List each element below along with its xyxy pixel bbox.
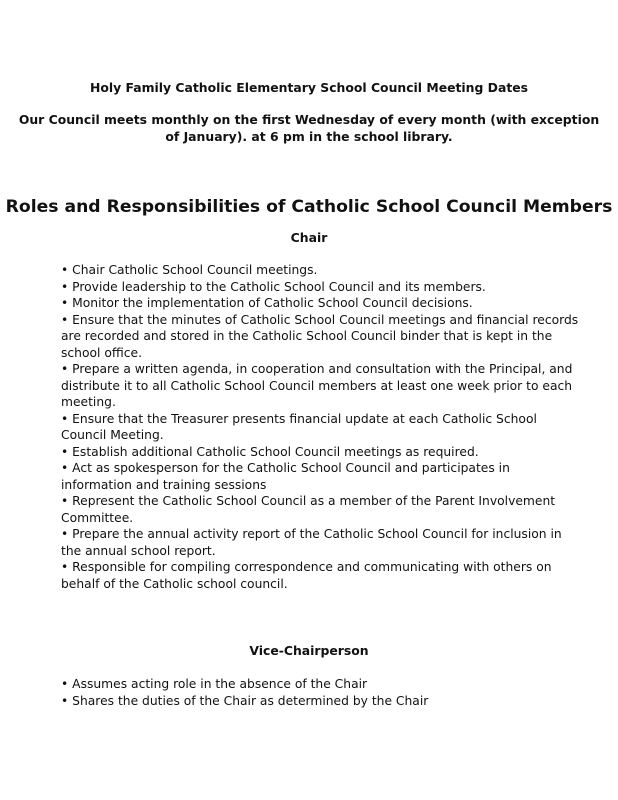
list-item <box>61 676 561 693</box>
chair-section-title: Chair <box>290 230 328 245</box>
chair-responsibilities-list <box>61 262 579 592</box>
list-item-line: the annual school report. <box>61 543 216 558</box>
list-item-line: • Chair Catholic School Council meetings. <box>61 263 318 277</box>
list-item-line: distribute it to all Catholic School Council members at least one week prior to each <box>61 378 573 393</box>
list-item-line: • Monitor the implementation of Catholic School Council decisions. <box>61 296 473 310</box>
roles-title: Roles and Responsibilities of Catholic School Council Members <box>5 197 613 217</box>
list-item-line: Committee. <box>61 510 134 525</box>
list-item <box>61 295 561 312</box>
list-item-line: behalf of the Catholic school council. <box>61 576 288 591</box>
schedule-line-2: of January). at 6 pm in the school library. <box>165 129 453 144</box>
list-item <box>61 312 579 362</box>
list-item <box>61 460 561 493</box>
list-item-line: • Ensure that the Treasurer presents financial update at each Catholic School <box>61 411 537 426</box>
list-item-line: • Represent the Catholic School Council as a member of the Parent Involvement <box>61 494 556 508</box>
list-item-line: are recorded and stored in the Catholic School Council binder that is kept in the <box>61 329 553 343</box>
list-item-line: • Ensure that the minutes of Catholic School Council meetings and financial records <box>61 312 579 327</box>
list-item-line: school office. <box>61 345 142 360</box>
list-item-line: • Establish additional Catholic School Council meetings as required. <box>61 444 479 459</box>
list-item <box>61 559 561 592</box>
vice-chair-section-title: Vice-Chairperson <box>249 643 369 658</box>
list-item-line: • Shares the duties of the Chair as determined by the Chair <box>61 693 429 708</box>
list-item <box>61 526 561 559</box>
list-item <box>61 279 561 296</box>
list-item-line: • Prepare a written agenda, in cooperation and consultation with the Principal, and <box>61 362 573 376</box>
meeting-dates-title: Holy Family Catholic Elementary School Council Meeting Dates <box>89 80 529 95</box>
list-item-line: Council Meeting. <box>61 428 164 442</box>
list-item-line: • Prepare the annual activity report of the Catholic School Council for inclusion in <box>61 527 562 541</box>
list-item <box>61 411 561 444</box>
list-item <box>61 444 561 461</box>
list-item <box>61 361 573 411</box>
list-item-line: • Act as spokesperson for the Catholic School Council and participates in <box>61 461 510 475</box>
list-item-line: information and training sessions <box>61 477 267 492</box>
vice-chair-responsibilities-list <box>61 676 561 709</box>
schedule-line-1: Our Council meets monthly on the first Wednesday of every month (with exception <box>18 112 600 127</box>
list-item <box>61 262 561 279</box>
list-item-line: • Responsible for compiling correspondence and communicating with others on <box>61 560 552 574</box>
list-item-line: meeting. <box>61 395 116 409</box>
list-item-line: • Provide leadership to the Catholic School Council and its members. <box>61 279 486 294</box>
list-item <box>61 493 561 526</box>
list-item <box>61 693 561 710</box>
list-item-line: • Assumes acting role in the absence of the Chair <box>61 677 368 691</box>
